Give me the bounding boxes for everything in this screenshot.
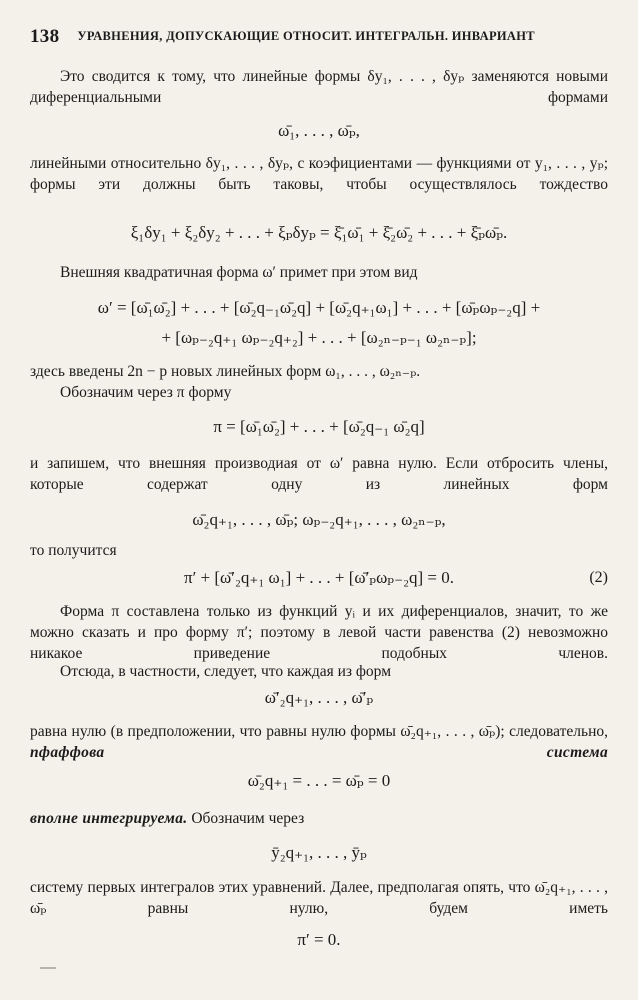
equation-pi-prime-zero: π′ = 0. [297, 930, 341, 949]
equation-omega-prime-line1: ω′ = [ω̄₁ω̄₂] + . . . + [ω̄₂q₋₁ω̄₂q] + [ω̄₂q₊₁ω₁] + . . . + [ω̄ₚωₚ₋₂q] + [97, 298, 541, 317]
paragraph-8: Форма π составлена только из функций yᵢ и их диференциалов, значит, то же можно сказать и про форму π′; поэтому в левой части равенства (2) невозможно никакое приведение подобных членов. [30, 603, 608, 662]
equation-identity: ξ₁δy₁ + ξ₂δy₂ + . . . + ξₚδyₚ = ξ̄₁ω̄₁ + ξ̄₂ω̄₂ + . . . + ξ̄ₚω̄ₚ. [130, 223, 508, 242]
page-number: 138 [30, 26, 60, 47]
equation-2-body: π′ + [ω̄′₂q₊₁ ω₁] + . . . + [ω̄′ₚωₚ₋₂q] = 0. [184, 568, 454, 587]
paragraph-5: Обозначим через π форму [60, 384, 232, 401]
paragraph-10 [30, 721, 608, 763]
paragraph-2: линейными относительно δy₁, . . . , δyₚ, с коэфициентами — функциями от y₁, . . . , yₚ; формы эти должны быть таковы, чтобы осуществлялось тождество [30, 155, 608, 193]
paragraph-4: здесь введены 2n − p новых линейных форм ω₁, . . . , ω₂ₙ₋ₚ. [30, 363, 421, 380]
paragraph-11 [30, 808, 608, 829]
pfaff-system-term: пфаффова система [30, 744, 608, 761]
equation-2 [30, 567, 608, 589]
paragraph-7: то получится [30, 542, 117, 559]
paragraph-11-text: Обозначим через [191, 810, 305, 827]
equation-derived-forms: ω̄′₂q₊₁, . . . , ω̄′ₚ [264, 688, 374, 707]
page-header [30, 26, 620, 50]
equation-forms-list: ω̄₁, . . . , ω̄ₚ, [278, 121, 360, 140]
paragraph-1: Это сводится к тому, что линейные формы δy₁, . . . , δyₚ заменяются новыми диференциальными формами [30, 68, 608, 106]
paragraph-10-text: равна нулю (в предположении, что равны нулю формы ω̄₂q₊₁, . . . , ω̄ₚ); следовательно, [30, 723, 608, 740]
equation-linear-forms: ω̄₂q₊₁, . . . , ω̄ₚ; ωₚ₋₂q₊₁, . . . , ω₂ₙ₋ₚ, [192, 510, 446, 529]
paragraph-6: и запишем, что внешняя производиая от ω′ равна нулю. Если отбросить члены, которые содержат одну из линейных форм [30, 455, 608, 493]
running-title: УРАВНЕНИЯ, ДОПУСКАЮЩИЕ ОТНОСИТ. ИНТЕГРАЛЬН. ИНВАРИАНТ [77, 29, 535, 43]
equation-omega-prime-line2: + [ωₚ₋₂q₊₁ ωₚ₋₂q₊₂] + . . . + [ω₂ₙ₋ₚ₋₁ ω₂ₙ₋ₚ]; [161, 328, 477, 347]
paragraph-3: Внешняя квадратичная форма ω′ примет при этом вид [60, 264, 418, 281]
paragraph-12: систему первых интегралов этих уравнений. Далее, предполагая опять, что ω̄₂q₊₁, . . . , ω̄ₚ равны нулю, будем иметь [30, 879, 608, 917]
equation-pi-form: π = [ω̄₁ω̄₂] + . . . + [ω̄₂q₋₁ ω̄₂q] [213, 417, 425, 436]
equation-pfaff-system: ω̄₂q₊₁ = . . . = ω̄ₚ = 0 [247, 771, 391, 790]
paragraph-9: Отсюда, в частности, следует, что каждая из форм [60, 663, 392, 680]
fully-integrable-term: вполне интегрируема. [30, 810, 188, 827]
print-smudge [40, 967, 56, 969]
equation-first-integrals: ȳ₂q₊₁, . . . , ȳₚ [271, 843, 367, 862]
equation-2-number: (2) [589, 569, 608, 586]
